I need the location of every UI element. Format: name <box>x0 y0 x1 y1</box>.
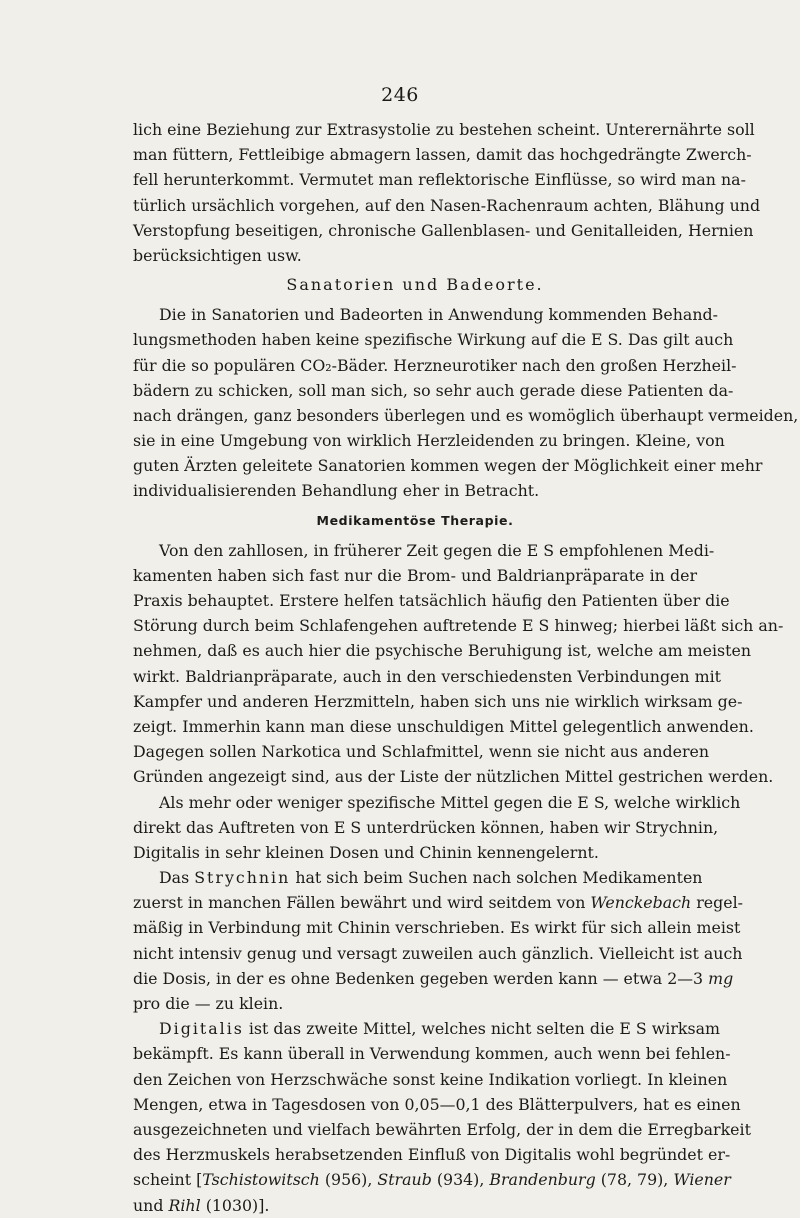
text-line <box>133 1193 697 1218</box>
text-fragment: (956), <box>319 1170 378 1190</box>
text-line <box>133 865 703 890</box>
reference-author: Rihl <box>168 1195 201 1215</box>
text-line: pro die — zu klein. <box>133 994 284 1013</box>
section-heading-medikamentoese-therapie: Medikamentöse Therapie. <box>316 512 514 528</box>
text-line: Die in Sanatorien und Badeorten in Anwendung kommenden Behand- <box>159 305 718 325</box>
text-line: nach drängen, ganz besonders überlegen und es womöglich überhaupt vermeiden, <box>133 405 799 425</box>
reference-author: Straub <box>377 1170 432 1190</box>
text-line <box>133 1167 731 1192</box>
section-heading-sanatorien: Sanatorien und Badeorte. <box>286 275 544 295</box>
text-line: Als mehr oder weniger spezifische Mittel gegen die E S, welche wirklich <box>159 792 741 812</box>
text-line: kamenten haben sich fast nur die Brom- und Baldrianpräparate in der <box>133 565 697 585</box>
spaced-term-digitalis: Digitalis <box>159 1019 244 1039</box>
reference-author: Brandenburg <box>489 1170 596 1190</box>
text-line: Störung durch beim Schlafengehen auftretende E S hinweg; hierbei läßt sich an- <box>133 616 784 636</box>
unit-label: mg <box>708 968 734 988</box>
text-line: zeigt. Immerhin kann man diese unschuldigen Mittel gelegentlich anwenden. <box>133 716 754 736</box>
text-line: Verstopfung beseitigen, chronische Gallenblasen- und Genitalleiden, Hernien <box>133 220 754 240</box>
text-fragment: hat sich beim Suchen nach solchen Medikamenten <box>290 868 703 888</box>
text-line: Digitalis in sehr kleinen Dosen und Chinin kennengelernt. <box>133 842 599 862</box>
text-line: sie in eine Umgebung von wirklich Herzleidenden zu bringen. Kleine, von <box>133 431 725 451</box>
text-line <box>133 1016 720 1041</box>
text-line: wirkt. Baldrianpräparate, auch in den verschiedensten Verbindungen mit <box>133 666 722 686</box>
text-line: bekämpft. Es kann überall in Verwendung kommen, auch wenn bei fehlen- <box>133 1044 731 1064</box>
text-line: Dagegen sollen Narkotica und Schlafmittel, wenn sie nicht aus anderen <box>133 742 710 762</box>
text-fragment: (1030)]. <box>200 1195 270 1215</box>
text-line: Mengen, etwa in Tagesdosen von 0,05—0,1 des Blätterpulvers, hat es einen <box>133 1094 741 1114</box>
text-line: ausgezeichneten und vielfach bewährten Erfolg, der in dem die Erregbarkeit <box>133 1119 751 1139</box>
text-line: nehmen, daß es auch hier die psychische Beruhigung ist, welche am meisten <box>133 641 751 661</box>
text-line: des Herzmuskels herabsetzenden Einfluß von Digitalis wohl begründet er- <box>133 1145 731 1165</box>
reference-author: Wiener <box>673 1170 731 1190</box>
text-line: individualisierenden Behandlung eher in Betracht. <box>133 481 540 501</box>
text-fragment: (934), <box>431 1170 490 1190</box>
text-line: türlich ursächlich vorgehen, auf den Nasen-Rachenraum achten, Blähung und <box>133 195 761 215</box>
text-line: Von den zahllosen, in früherer Zeit gegen die E S empfohlenen Medi- <box>159 540 715 560</box>
text-line: Gründen angezeigt sind, aus der Liste der nützlichen Mittel gestrichen werden. <box>133 767 774 787</box>
text-fragment: (78, 79), <box>595 1170 674 1190</box>
text-line: berücksichtigen usw. <box>133 245 302 265</box>
text-line: bädern zu schicken, soll man sich, so sehr auch gerade diese Patienten da- <box>133 380 734 400</box>
text-line: guten Ärzten geleitete Sanatorien kommen wegen der Möglichkeit einer mehr <box>133 456 763 476</box>
text-fragment: die Dosis, in der es ohne Bedenken gegeben werden kann — etwa 2—3 <box>133 968 709 988</box>
text-line <box>133 890 743 915</box>
text-fragment: und <box>133 1195 169 1215</box>
text-line: lungsmethoden haben keine spezifische Wirkung auf die E S. Das gilt auch <box>133 330 734 350</box>
text-fragment: scheint [ <box>133 1170 203 1190</box>
body-text <box>133 117 799 1218</box>
text-line: den Zeichen von Herzschwäche sonst keine Indikation vorliegt. In kleinen <box>133 1069 728 1089</box>
text-line: fell herunterkommt. Vermutet man reflektorische Einflüsse, so wird man na- <box>133 170 746 190</box>
text-fragment: ist das zweite Mittel, welches nicht selten die E S wirksam <box>243 1019 720 1039</box>
text-line: direkt das Auftreten von E S unterdrücken können, haben wir Strychnin, <box>133 817 719 837</box>
spaced-term-strychnin: Strychnin <box>194 868 291 888</box>
text-line: lich eine Beziehung zur Extrasystolie zu bestehen scheint. Unterernährte soll <box>133 120 755 139</box>
text-fragment: regel- <box>691 893 743 913</box>
text-line: nicht intensiv genug und versagt zuweilen auch gänzlich. Vielleicht ist auch <box>133 943 743 963</box>
text-line: für die so populären CO₂-Bäder. Herzneurotiker nach den großen Herzheil- <box>133 355 737 375</box>
text-fragment: Das <box>159 868 195 888</box>
text-line: man füttern, Fettleibige abmagern lassen, damit das hochgedrängte Zwerch- <box>133 145 752 165</box>
author-name: Wenckebach <box>590 893 692 913</box>
text-line: Kampfer und anderen Herzmitteln, haben sich uns nie wirklich wirksam ge- <box>133 691 743 711</box>
text-line <box>133 966 734 991</box>
text-line: mäßig in Verbindung mit Chinin verschrieben. Es wirkt für sich allein meist <box>133 918 741 938</box>
page-number: 246 <box>381 84 419 106</box>
reference-author: Tschistowitsch <box>202 1170 320 1190</box>
text-fragment: zuerst in manchen Fällen bewährt und wird seitdem von <box>133 893 591 913</box>
text-line: Praxis behauptet. Erstere helfen tatsächlich häufig den Patienten über die <box>133 591 730 610</box>
